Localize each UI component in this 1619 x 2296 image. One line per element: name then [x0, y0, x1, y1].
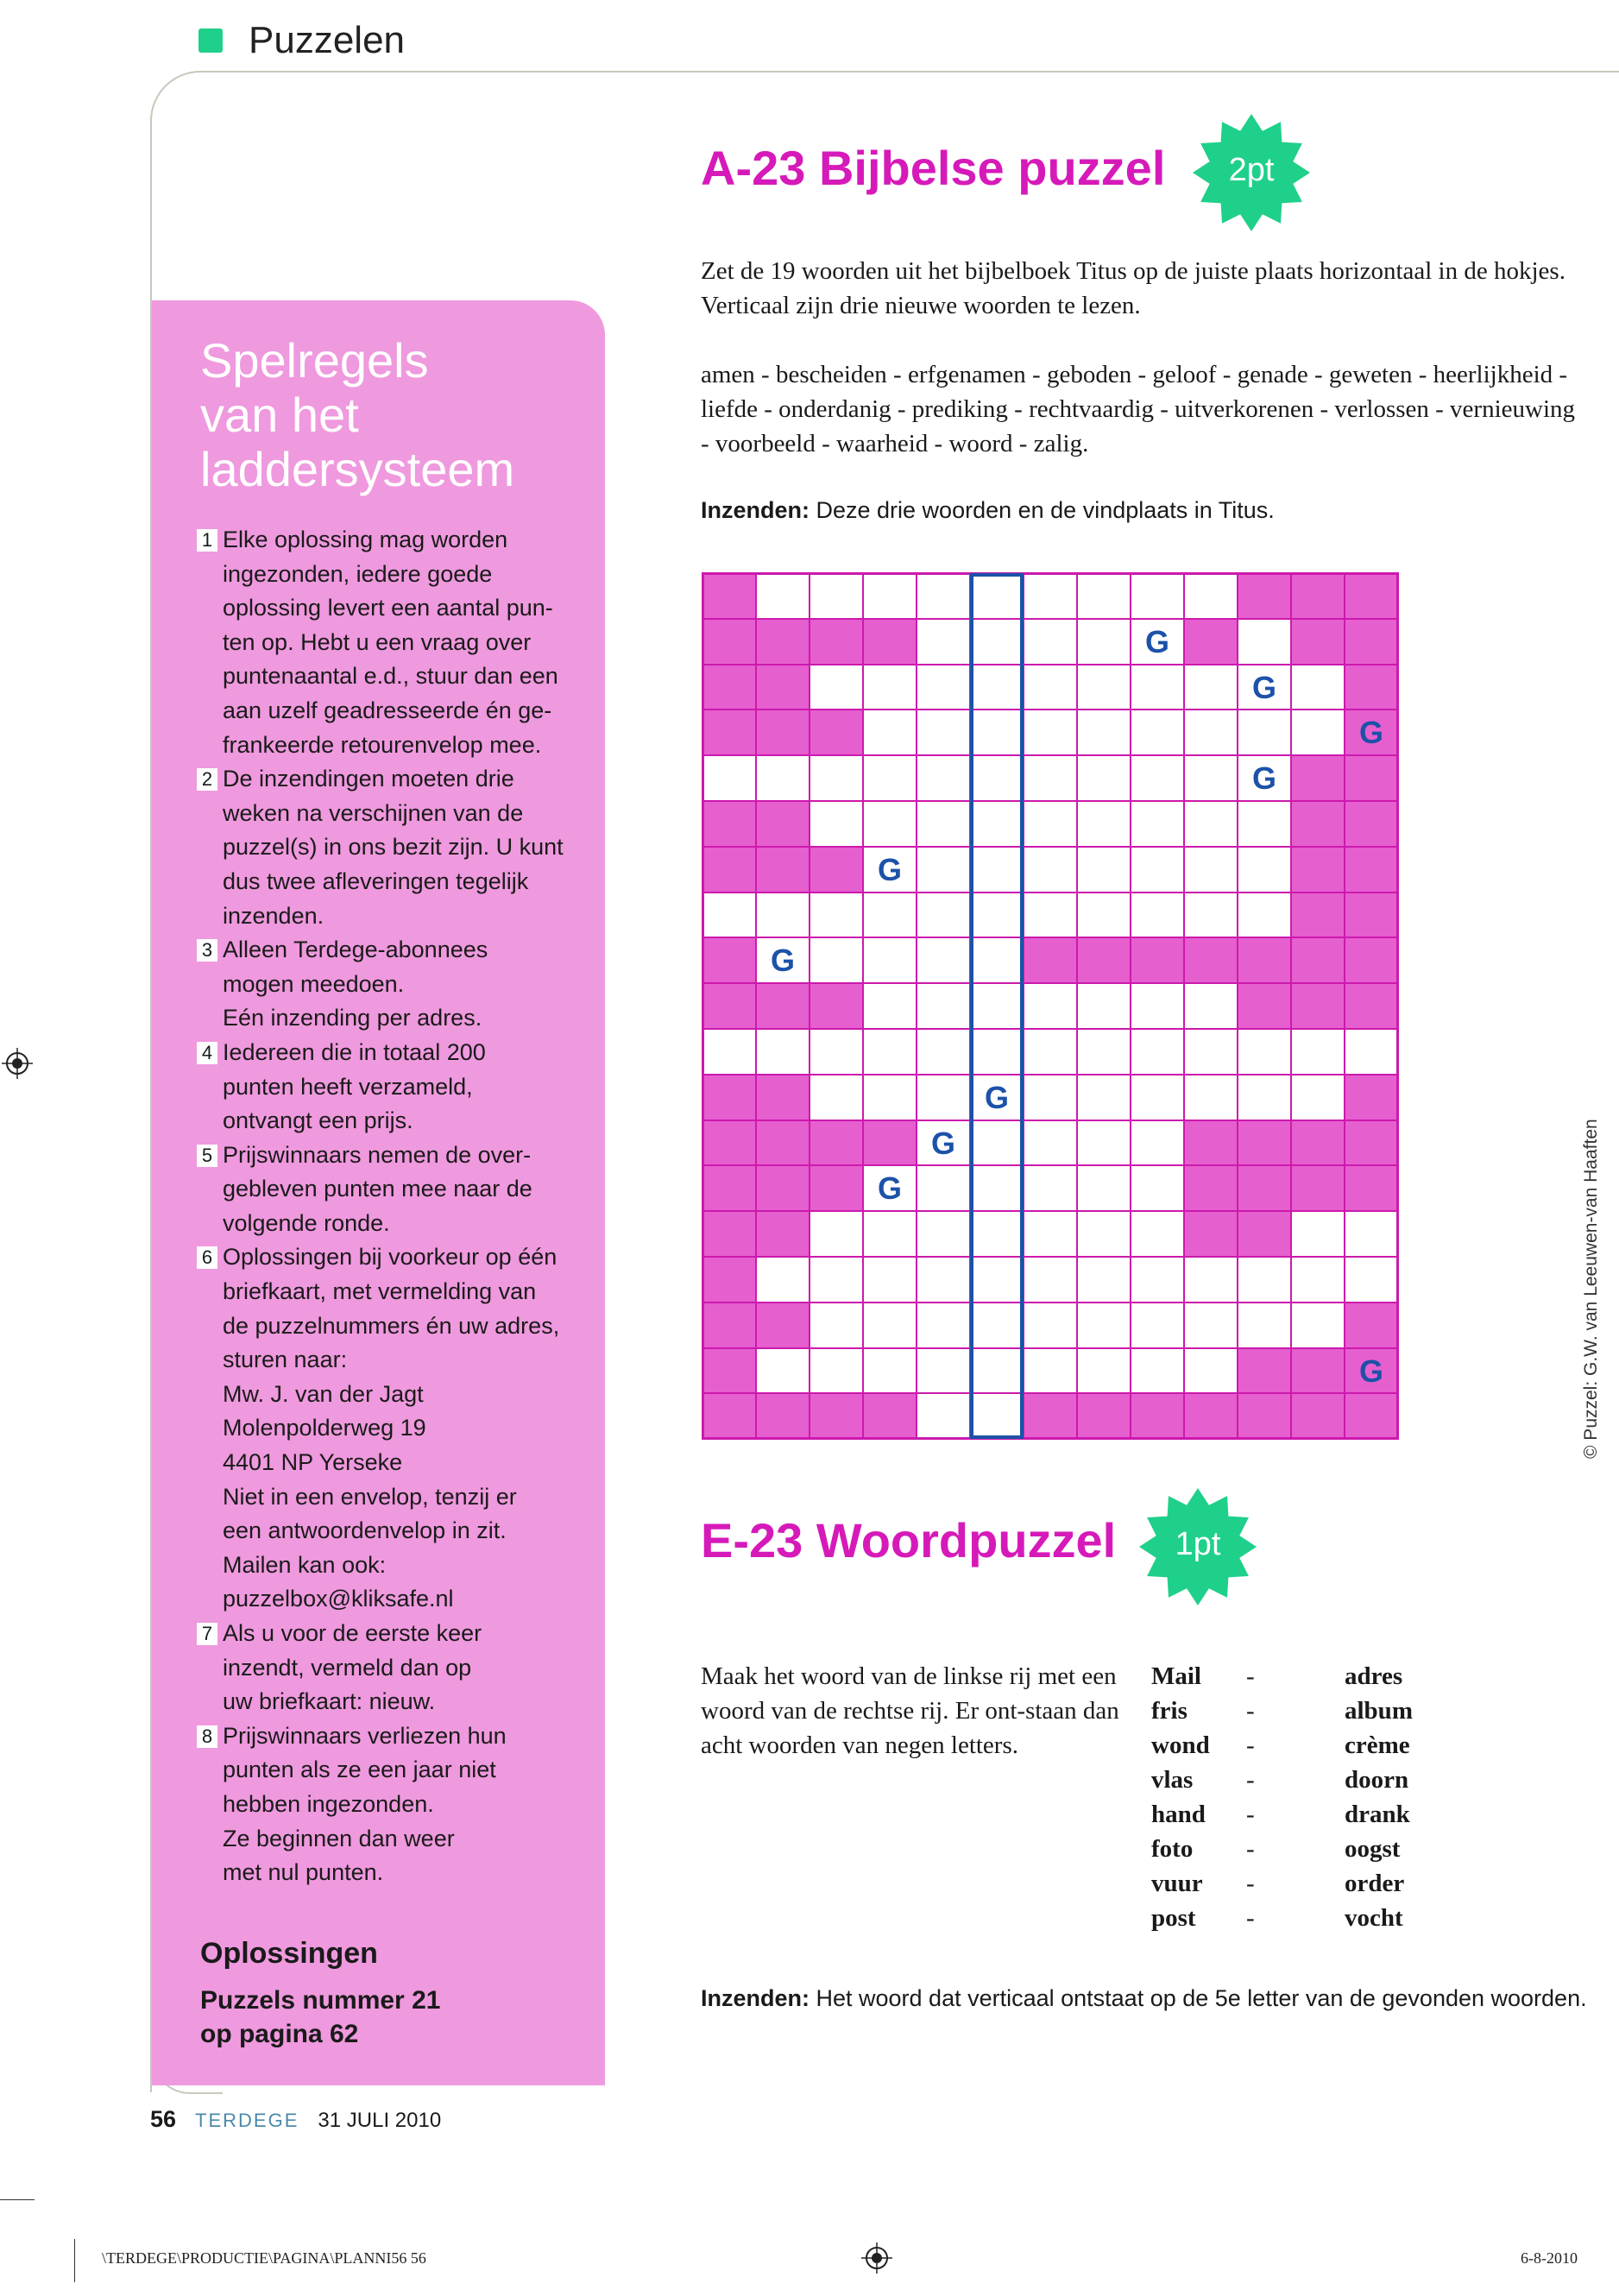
print-slug-path: \TERDEGE\PRODUCTIE\PAGINA\PLANNI56 56 — [102, 2249, 426, 2267]
points-badge-e — [1137, 1486, 1258, 1607]
grid-border — [702, 572, 1399, 1440]
puzzle-e-submit — [701, 1985, 1587, 2012]
page-number: 56 — [150, 2106, 177, 2132]
right-word: oogst — [1345, 1835, 1401, 1863]
rule-number: 1 — [197, 529, 217, 552]
given-letter: G — [1358, 715, 1383, 751]
rule-text: Prijswinnaars nemen de over- gebleven punten mee naar de volgende ronde. — [223, 1141, 532, 1236]
given-letter: G — [930, 1125, 955, 1161]
rule-item — [197, 1139, 585, 1241]
rule-item — [197, 1036, 585, 1139]
left-word: foto — [1151, 1835, 1194, 1863]
left-word: post — [1151, 1904, 1196, 1932]
rule-item — [197, 762, 585, 933]
right-word: vocht — [1345, 1904, 1403, 1932]
puzzle-e-intro: Maak het woord van de linkse rij met een woord van de rechtse rij. Er ont-staan dan acht woorden van negen letters. — [701, 1662, 1119, 1759]
word-pairs — [1151, 1659, 1413, 1935]
right-word: adres — [1345, 1662, 1403, 1690]
left-word: vuur — [1151, 1870, 1203, 1897]
section-marker-icon — [198, 28, 223, 53]
rule-text: De inzendingen moeten drie weken na verschijnen van de puzzel(s) in ons bezit zijn. U kunt dus twee afleveringen tegelijk inzenden. — [223, 766, 564, 929]
submit-text: Het woord dat verticaal ontstaat op de 5e letter van de gevonden woorden. — [810, 1985, 1587, 2011]
left-word: wond — [1151, 1731, 1210, 1759]
rules-sidebar — [152, 300, 605, 2085]
pair-dash: - — [1246, 1904, 1255, 1932]
word-pair-row — [1151, 1901, 1413, 1935]
rule-number: 7 — [197, 1623, 217, 1645]
print-slug-date: 6-8-2010 — [1521, 2249, 1578, 2267]
solutions-title: Oplossingen — [200, 1937, 378, 1970]
word-pair-row — [1151, 1728, 1413, 1763]
word-pair-row — [1151, 1797, 1413, 1832]
solution-column-highlight — [970, 573, 1024, 1439]
rule-number: 2 — [197, 768, 217, 791]
sidebar-title: Spelregels van het laddersysteem — [200, 333, 515, 496]
submit-text: Deze drie woorden en de vindplaats in Titus. — [810, 497, 1275, 523]
solutions-subtitle: Puzzels nummer 21 op pagina 62 — [200, 1986, 441, 2048]
right-word: crème — [1345, 1731, 1410, 1759]
crop-mark — [74, 2239, 75, 2282]
submit-label: Inzenden: — [701, 1985, 810, 2011]
crop-mark — [0, 2199, 35, 2200]
puzzle-a-intro: Zet de 19 woorden uit het bijbelboek Titus op de juiste plaats horizontaal in de hokjes. Verticaal zijn drie nieuwe woorden te lezen. — [701, 257, 1565, 319]
right-word: order — [1345, 1870, 1405, 1897]
given-letter: G — [1144, 623, 1169, 659]
rule-item — [197, 1719, 585, 1890]
rule-number: 4 — [197, 1042, 217, 1064]
given-letter: G — [984, 1079, 1009, 1115]
given-letter: G — [1358, 1353, 1383, 1389]
pair-dash: - — [1246, 1697, 1255, 1725]
rule-item — [197, 933, 585, 1036]
points-label-e: 1pt — [1175, 1526, 1221, 1562]
points-badge-a — [1191, 112, 1312, 233]
puzzle-a-wordlist: amen - bescheiden - erfgenamen - geboden - geloof - genade - geweten - heerlijkheid - liefde - onderdanig - prediking - rechtvaardig - uitverkorenen - verlossen - vernieuwing - voorbeeld - waarheid - woord - zalig. — [701, 361, 1576, 457]
rule-number: 5 — [197, 1145, 217, 1167]
rule-item — [197, 1240, 585, 1617]
puzzle-e-title: E-23 Woordpuzzel — [701, 1513, 1117, 1567]
section-header — [198, 19, 405, 62]
pair-dash: - — [1246, 1835, 1255, 1863]
word-pair-row — [1151, 1866, 1413, 1901]
pair-dash: - — [1246, 1731, 1255, 1759]
rule-text: Iedereen die in totaal 200 punten heeft verzameld, ontvangt een prijs. — [223, 1038, 486, 1134]
rule-text: Elke oplossing mag worden ingezonden, iedere goede oplossing levert een aantal pun- ten op. Hebt u een vraag over puntenaantal e.d., stuur dan een aan uzelf geadresseerde én ge- frankeerde retourenvelop mee. — [223, 527, 558, 758]
rule-number: 6 — [197, 1246, 217, 1269]
rule-number: 8 — [197, 1725, 217, 1748]
word-pair-row — [1151, 1659, 1413, 1694]
word-pair-row — [1151, 1763, 1413, 1797]
issue-date: 31 JULI 2010 — [318, 2109, 442, 2132]
rule-text: Als u voor de eerste keer inzendt, vermeld dan op uw briefkaart: nieuw. — [223, 1620, 482, 1715]
rule-text: Alleen Terdege-abonnees mogen meedoen. Eén inzending per adres. — [223, 937, 488, 1031]
left-word: fris — [1151, 1697, 1187, 1725]
registration-mark-icon — [861, 2242, 892, 2274]
magazine-name: TERDEGE — [195, 2110, 299, 2131]
rule-number: 3 — [197, 939, 217, 962]
pair-dash: - — [1246, 1801, 1255, 1828]
word-pair-row — [1151, 1832, 1413, 1866]
rule-item — [197, 523, 585, 762]
rule-item — [197, 1617, 585, 1719]
page-footer — [150, 2106, 441, 2133]
right-word: doorn — [1345, 1766, 1409, 1794]
puzzle-credit: © Puzzel: G.W. van Leeuwen-van Haaften — [1581, 1119, 1601, 1459]
section-title: Puzzelen — [249, 19, 406, 61]
puzzle-a-submit — [701, 497, 1275, 524]
pair-dash: - — [1246, 1662, 1255, 1690]
rule-text: Oplossingen bij voorkeur op één briefkaart, met vermelding van de puzzelnummers én uw adres, sturen naar: Mw. J. van der Jagt Molenpolderweg 19 4401 NP Yerseke Niet in een envelop, tenzij er een antwoordenvelop in zit. Mailen kan ook: puzzelbox@kliksafe.nl — [223, 1244, 560, 1612]
submit-label: Inzenden: — [701, 497, 810, 523]
points-label-a: 2pt — [1228, 152, 1275, 188]
left-word: Mail — [1151, 1662, 1201, 1690]
pair-dash: - — [1246, 1870, 1255, 1897]
left-word: hand — [1151, 1801, 1206, 1828]
given-letter: G — [877, 851, 902, 887]
rules-list — [197, 523, 585, 1890]
given-letter: G — [877, 1170, 902, 1207]
pair-dash: - — [1246, 1766, 1255, 1794]
rule-text: Prijswinnaars verliezen hun punten als ze een jaar niet hebben ingezonden. Ze beginnen dan weer met nul punten. — [223, 1722, 507, 1886]
given-letter: G — [1251, 760, 1276, 797]
right-word: drank — [1345, 1801, 1410, 1828]
word-pair-row — [1151, 1694, 1413, 1728]
puzzle-a-title: A-23 Bijbelse puzzel — [701, 141, 1166, 195]
left-word: vlas — [1151, 1766, 1194, 1794]
given-letter: G — [1251, 669, 1276, 705]
given-letter: G — [770, 943, 795, 979]
registration-mark-icon — [2, 1048, 33, 1079]
right-word: album — [1345, 1697, 1413, 1725]
